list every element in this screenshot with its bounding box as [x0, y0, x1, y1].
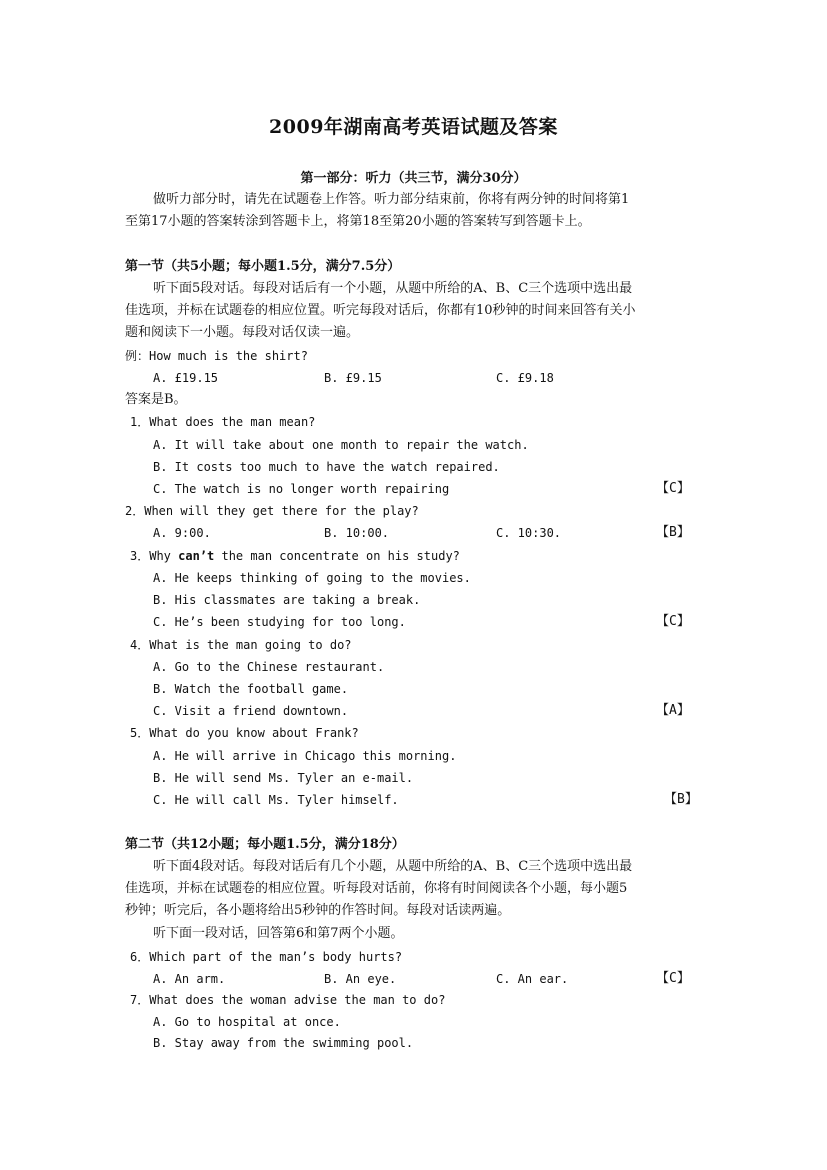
- question-2-answer: 【B】: [656, 525, 690, 540]
- section1-heading: 第一节（共5小题；每小题1.5分，满分7.5分）: [125, 259, 401, 274]
- question-5-option-c: C. He will call Ms. Tyler himself.: [153, 793, 399, 807]
- question-4-option-c: C. Visit a friend downtown.: [153, 704, 349, 718]
- question-5-option-b: B. He will send Ms. Tyler an e-mail.: [153, 771, 414, 785]
- example-question: 例：How much is the shirt?: [125, 349, 308, 363]
- question-1-option-a: A. It will take about one month to repair the watch.: [153, 438, 529, 452]
- part1-intro-line2: 至第17小题的答案转涂到答题卡上，将第18至第20小题的答案转写到答题卡上。: [125, 214, 591, 229]
- question-2-option-b: B. 10:00.: [324, 526, 390, 540]
- question-1-option-b: B. It costs too much to have the watch repaired.: [153, 460, 500, 474]
- question-4-answer: 【A】: [656, 703, 690, 718]
- question-1-answer: 【C】: [656, 481, 690, 496]
- question-5-answer: 【B】: [664, 792, 698, 807]
- section2-intro-line2: 佳选项，并标在试题卷的相应位置。听每段对话前，你将有时间阅读各个小题，每小题5: [125, 881, 628, 896]
- question-1-option-c: C. The watch is no longer worth repairing: [153, 482, 450, 496]
- section2-heading: 第二节（共12小题；每小题1.5分，满分18分）: [125, 837, 405, 852]
- section2-intro-line3: 秒钟；听完后，各小题将给出5秒钟的作答时间。每段对话读两遍。: [125, 903, 511, 918]
- question-6-option-b: B. An eye.: [324, 972, 397, 986]
- section1-intro-line3: 题和阅读下一小题。每段对话仅读一遍。: [125, 325, 360, 340]
- example-option-a: A. £19.15: [153, 371, 219, 385]
- question-7-option-a: A. Go to hospital at once.: [153, 1015, 341, 1029]
- example-answer-note: 答案是B。: [125, 392, 187, 407]
- example-option-c: C. £9.18: [496, 371, 554, 385]
- section2-sub-intro: 听下面一段对话，回答第6和第7两个小题。: [153, 926, 404, 941]
- question-3-option-c: C. He’s been studying for too long.: [153, 615, 406, 629]
- question-7-option-b: B. Stay away from the swimming pool.: [153, 1036, 414, 1050]
- section1-intro-line2: 佳选项，并标在试题卷的相应位置。听完每段对话后，你都有10秒钟的时间来回答有关小: [125, 303, 636, 318]
- question-3-option-b: B. His classmates are taking a break.: [153, 593, 421, 607]
- question-3-answer: 【C】: [656, 614, 690, 629]
- question-2-stem: 2．When will they get there for the play?: [125, 504, 419, 518]
- question-3-stem-bold: can’t: [178, 549, 215, 563]
- question-4-option-a: A. Go to the Chinese restaurant.: [153, 660, 385, 674]
- question-4-stem: 4．What is the man going to do?: [130, 638, 352, 652]
- question-6-stem: 6．Which part of the man’s body hurts?: [130, 950, 403, 964]
- section2-intro-line1: 听下面4段对话。每段对话后有几个小题，从题中所给的A、B、C三个选项中选出最: [153, 859, 633, 874]
- question-3-stem-suffix: the man concentrate on his study?: [214, 549, 460, 563]
- question-3-stem: [130, 547, 460, 565]
- question-1-stem: 1．What does the man mean?: [130, 415, 316, 429]
- part1-intro-line1: 做听力部分时，请先在试题卷上作答。听力部分结束前，你将有两分钟的时间将第1: [153, 192, 630, 207]
- question-5-option-a: A. He will arrive in Chicago this morning.: [153, 749, 457, 763]
- question-2-option-a: A. 9:00.: [153, 526, 211, 540]
- question-6-answer: 【C】: [656, 971, 690, 986]
- question-2-option-c: C. 10:30.: [496, 526, 562, 540]
- example-option-b: B. £9.15: [324, 371, 382, 385]
- question-7-stem: 7．What does the woman advise the man to do?: [130, 993, 446, 1007]
- question-3-option-a: A. He keeps thinking of going to the movies.: [153, 571, 471, 585]
- document-title: 2009年湖南高考英语试题及答案: [269, 116, 558, 138]
- section1-intro-line1: 听下面5段对话。每段对话后有一个小题，从题中所给的A、B、C三个选项中选出最: [153, 281, 633, 296]
- question-4-option-b: B. Watch the football game.: [153, 682, 349, 696]
- part1-heading: 第一部分：听力（共三节，满分30分）: [300, 171, 527, 186]
- question-5-stem: 5．What do you know about Frank?: [130, 726, 359, 740]
- question-6-option-a: A. An arm.: [153, 972, 226, 986]
- question-6-option-c: C. An ear.: [496, 972, 569, 986]
- question-3-stem-prefix: 3．Why: [130, 549, 179, 563]
